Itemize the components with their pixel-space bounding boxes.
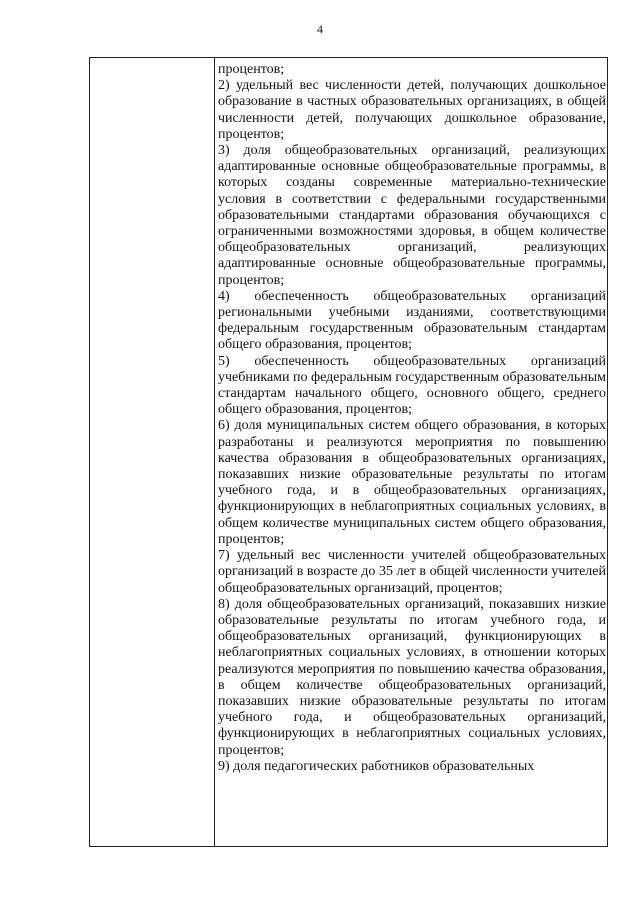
column-divider <box>214 58 215 846</box>
paragraph-item-5: 5) обеспеченность общеобразовательных организаций учебниками по федеральным государственным образовательным стандартам начального общего, основного общего, среднего общего образования, процентов; <box>218 353 606 418</box>
paragraph-item-4: 4) обеспеченность общеобразовательных организаций региональными учебными изданиями, соответствующими федеральным государственным образовательным стандартам общего образования, процентов; <box>218 288 606 353</box>
page-number: 4 <box>317 22 323 36</box>
indicators-table <box>89 57 608 847</box>
paragraph-item-3: 3) доля общеобразовательных организаций, реализующих адаптированные основные общеобразовательные программы, в которых созданы современные материально-технические условия в соответствии с федеральными государственными образовательными стандартами образования обучающихся с ограниченными возможностями здоровья, в общем количестве общеобразовательных организаций, реализующих адаптированные основные общеобразовательные программы, процентов; <box>218 143 606 288</box>
table-left-cell <box>90 58 214 846</box>
paragraph-item-9: 9) доля педагогических работников образовательных <box>218 758 535 774</box>
paragraph-item-7: 7) удельный вес численности учителей общеобразовательных организаций в возрасте до 35 лет в общей численности учителей общеобразовательных организаций, процентов; <box>218 548 606 596</box>
paragraph-continuation: процентов; <box>218 62 285 77</box>
paragraph-item-8: 8) доля общеобразовательных организаций, показавших низкие образовательные результаты по итогам учебного года, и общеобразовательных организаций, функционирующих в неблагоприятных социальных условиях, в отношении которых реализуются мероприятия по повышению качества образования, в общем количестве общеобразовательных организаций, показавших низкие образовательные результаты по итогам учебного года, и общеобразовательных организаций, функционирующих в неблагоприятных социальных условиях, процентов; <box>218 596 606 758</box>
paragraph-item-6: 6) доля муниципальных систем общего образования, в которых разработаны и реализуются мероприятия по повышению качества образования в общеобразовательных организациях, показавших низкие образовательные результаты по итогам учебного года, и в общеобразовательных организациях, функционирующих в неблагоприятных социальных условиях, в общем количестве муниципальных систем общего образования, процентов; <box>218 418 606 547</box>
table-right-cell <box>218 62 606 775</box>
paragraph-item-2: 2) удельный вес численности детей, получающих дошкольное образование в частных образовательных организациях, в общей численности детей, получающих дошкольное образование, процентов; <box>218 78 606 142</box>
